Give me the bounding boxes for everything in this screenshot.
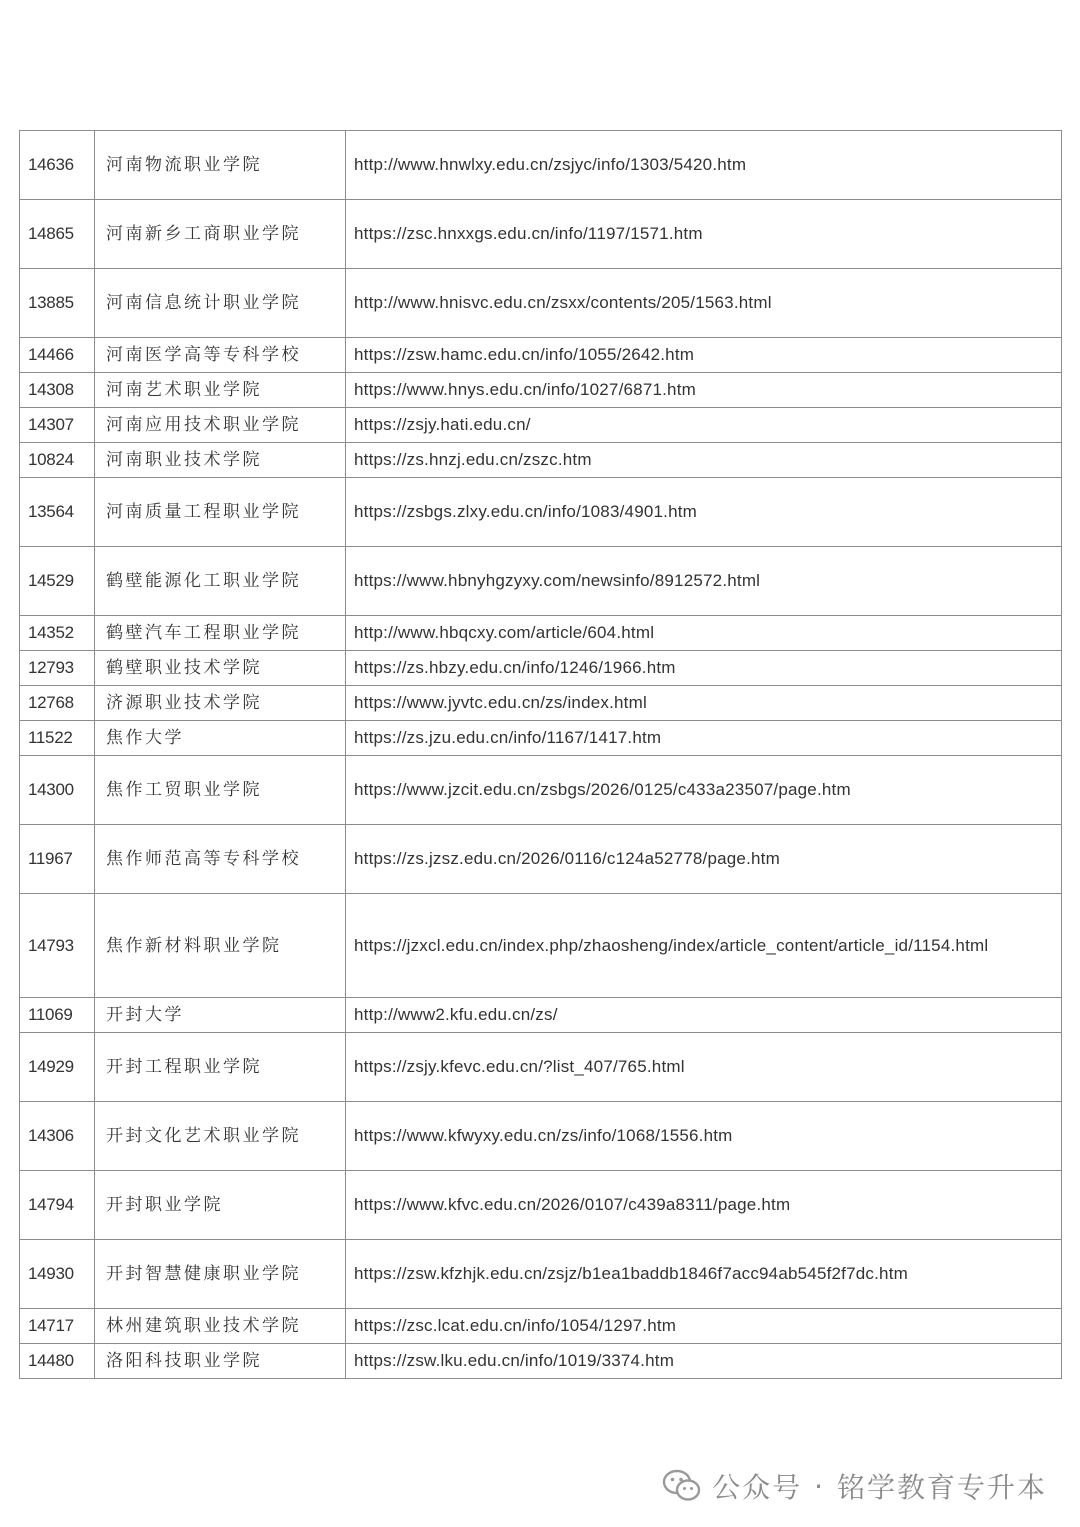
- school-code: 14307: [20, 408, 95, 443]
- admissions-url[interactable]: https://zsw.lku.edu.cn/info/1019/3374.htm: [346, 1344, 1062, 1379]
- school-code: 10824: [20, 443, 95, 478]
- school-code: 14466: [20, 338, 95, 373]
- admissions-url[interactable]: https://www.kfwyxy.edu.cn/zs/info/1068/1556.htm: [346, 1102, 1062, 1171]
- school-code: 11522: [20, 721, 95, 756]
- school-name: 济源职业技术学院: [95, 686, 346, 721]
- admissions-url[interactable]: https://www.jyvtc.edu.cn/zs/index.html: [346, 686, 1062, 721]
- table-row: [20, 408, 1062, 443]
- table-row: [20, 478, 1062, 547]
- school-name: 鹤壁汽车工程职业学院: [95, 616, 346, 651]
- table-row: [20, 998, 1062, 1033]
- school-code: 14717: [20, 1309, 95, 1344]
- school-code: 11967: [20, 825, 95, 894]
- table-row: [20, 1033, 1062, 1102]
- table-row: [20, 1240, 1062, 1309]
- table-row: [20, 373, 1062, 408]
- school-code: 13885: [20, 269, 95, 338]
- school-code: 14636: [20, 131, 95, 200]
- school-name: 河南医学高等专科学校: [95, 338, 346, 373]
- admissions-url[interactable]: https://jzxcl.edu.cn/index.php/zhaosheng/index/article_content/article_id/1154.html: [346, 894, 1062, 998]
- school-code: 14865: [20, 200, 95, 269]
- table-row: [20, 686, 1062, 721]
- school-name: 焦作工贸职业学院: [95, 756, 346, 825]
- admissions-url[interactable]: https://zsjy.hati.edu.cn/: [346, 408, 1062, 443]
- school-name: 焦作师范高等专科学校: [95, 825, 346, 894]
- admissions-url[interactable]: https://zsjy.kfevc.edu.cn/?list_407/765.html: [346, 1033, 1062, 1102]
- watermark-label: 公众号: [712, 1471, 803, 1504]
- admissions-url[interactable]: https://zsc.lcat.edu.cn/info/1054/1297.htm: [346, 1309, 1062, 1344]
- school-name: 河南职业技术学院: [95, 443, 346, 478]
- school-name: 洛阳科技职业学院: [95, 1344, 346, 1379]
- table-row: [20, 1309, 1062, 1344]
- school-name: 开封大学: [95, 998, 346, 1033]
- school-name: 鹤壁职业技术学院: [95, 651, 346, 686]
- table-row: [20, 131, 1062, 200]
- school-name: 林州建筑职业技术学院: [95, 1309, 346, 1344]
- admissions-url[interactable]: http://www2.kfu.edu.cn/zs/: [346, 998, 1062, 1033]
- school-code: 14529: [20, 547, 95, 616]
- school-code: 14793: [20, 894, 95, 998]
- school-name: 河南新乡工商职业学院: [95, 200, 346, 269]
- table-row: [20, 825, 1062, 894]
- table-row: [20, 1344, 1062, 1379]
- table-row: [20, 651, 1062, 686]
- table-row: [20, 200, 1062, 269]
- school-code: 11069: [20, 998, 95, 1033]
- school-name: 鹤壁能源化工职业学院: [95, 547, 346, 616]
- admissions-url[interactable]: https://zs.jzsz.edu.cn/2026/0116/c124a52778/page.htm: [346, 825, 1062, 894]
- table-row: [20, 443, 1062, 478]
- school-code: 14930: [20, 1240, 95, 1309]
- admissions-url[interactable]: http://www.hnwlxy.edu.cn/zsjyc/info/1303/5420.htm: [346, 131, 1062, 200]
- admissions-url[interactable]: https://zsw.hamc.edu.cn/info/1055/2642.htm: [346, 338, 1062, 373]
- wechat-icon: [662, 1469, 702, 1503]
- school-code: 14794: [20, 1171, 95, 1240]
- table-row: [20, 269, 1062, 338]
- admissions-url[interactable]: https://zsw.kfzhjk.edu.cn/zsjz/b1ea1baddb1846f7acc94ab545f2f7dc.htm: [346, 1240, 1062, 1309]
- school-name: 河南艺术职业学院: [95, 373, 346, 408]
- school-code: 12793: [20, 651, 95, 686]
- school-code: 14300: [20, 756, 95, 825]
- school-name: 河南信息统计职业学院: [95, 269, 346, 338]
- admissions-url[interactable]: http://www.hnisvc.edu.cn/zsxx/contents/205/1563.html: [346, 269, 1062, 338]
- admissions-url[interactable]: https://zs.jzu.edu.cn/info/1167/1417.htm: [346, 721, 1062, 756]
- watermark-separator: ·: [814, 1469, 825, 1503]
- admissions-url[interactable]: https://zs.hbzy.edu.cn/info/1246/1966.htm: [346, 651, 1062, 686]
- school-name: 河南物流职业学院: [95, 131, 346, 200]
- watermark-account: 铭学教育专升本: [836, 1471, 1047, 1504]
- table-row: [20, 547, 1062, 616]
- school-code: 14306: [20, 1102, 95, 1171]
- schools-table: [19, 130, 1062, 1379]
- table-row: [20, 894, 1062, 998]
- table-row: [20, 1102, 1062, 1171]
- admissions-url[interactable]: https://zsc.hnxxgs.edu.cn/info/1197/1571.htm: [346, 200, 1062, 269]
- school-name: 开封工程职业学院: [95, 1033, 346, 1102]
- school-name: 河南应用技术职业学院: [95, 408, 346, 443]
- school-name: 开封智慧健康职业学院: [95, 1240, 346, 1309]
- table-row: [20, 1171, 1062, 1240]
- admissions-url[interactable]: https://www.kfvc.edu.cn/2026/0107/c439a8311/page.htm: [346, 1171, 1062, 1240]
- admissions-url[interactable]: https://www.hnys.edu.cn/info/1027/6871.htm: [346, 373, 1062, 408]
- admissions-url[interactable]: https://zsbgs.zlxy.edu.cn/info/1083/4901.htm: [346, 478, 1062, 547]
- table-row: [20, 338, 1062, 373]
- table-body: [20, 131, 1062, 1379]
- admissions-url[interactable]: https://www.jzcit.edu.cn/zsbgs/2026/0125/c433a23507/page.htm: [346, 756, 1062, 825]
- school-name: 开封文化艺术职业学院: [95, 1102, 346, 1171]
- admissions-url[interactable]: http://www.hbqcxy.com/article/604.html: [346, 616, 1062, 651]
- table-row: [20, 616, 1062, 651]
- school-name: 焦作大学: [95, 721, 346, 756]
- school-name: 焦作新材料职业学院: [95, 894, 346, 998]
- school-name: 河南质量工程职业学院: [95, 478, 346, 547]
- school-code: 14480: [20, 1344, 95, 1379]
- table-row: [20, 756, 1062, 825]
- watermark: [662, 1464, 1047, 1508]
- school-code: 12768: [20, 686, 95, 721]
- school-name: 开封职业学院: [95, 1171, 346, 1240]
- admissions-url[interactable]: https://zs.hnzj.edu.cn/zszc.htm: [346, 443, 1062, 478]
- school-code: 14352: [20, 616, 95, 651]
- admissions-url[interactable]: https://www.hbnyhgzyxy.com/newsinfo/8912572.html: [346, 547, 1062, 616]
- school-code: 13564: [20, 478, 95, 547]
- school-code: 14929: [20, 1033, 95, 1102]
- school-code: 14308: [20, 373, 95, 408]
- table-row: [20, 721, 1062, 756]
